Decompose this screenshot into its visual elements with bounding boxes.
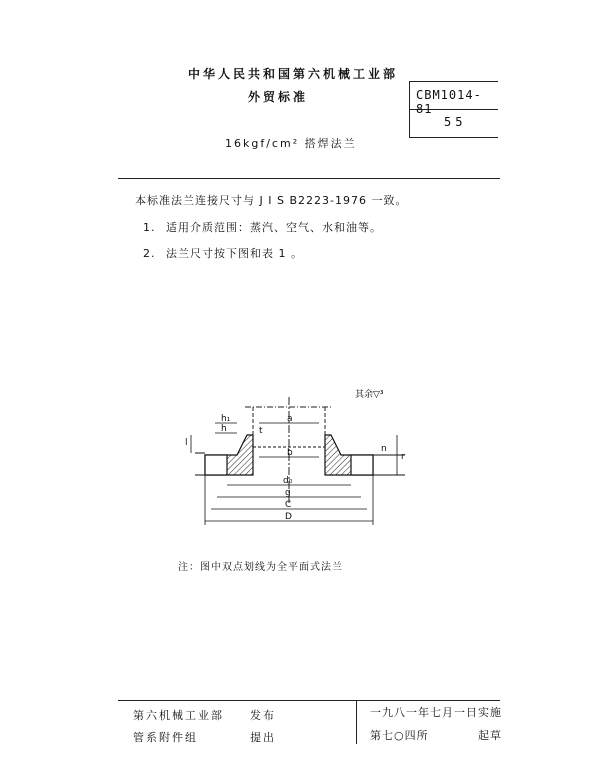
list-item: 2. 法兰尺寸按下图和表 1 。 xyxy=(143,247,303,260)
product-title: 16kgf/cm² 搭焊法兰 xyxy=(225,137,357,150)
dim-label-t: t xyxy=(259,426,263,436)
standard-number-box xyxy=(409,81,498,138)
dim-label-a: a xyxy=(287,414,293,424)
institute: 第七○四所 xyxy=(370,729,429,742)
dim-label-b: b xyxy=(287,448,293,458)
item-text: 法兰尺寸按下图和表 1 。 xyxy=(166,247,303,260)
standard-number: CBM1014-81 xyxy=(416,88,482,116)
item-number: 2 xyxy=(143,247,151,260)
footer-rule xyxy=(118,700,500,701)
drawing-note: 注：图中双点划线为全平面式法兰 xyxy=(178,562,343,573)
implementation-date: 一九八一年七月一日实施 xyxy=(370,706,502,719)
proposed-label: 提出 xyxy=(250,731,276,744)
page-code: 55 xyxy=(444,115,467,129)
item-number: 1 xyxy=(143,221,151,234)
dim-label-g: g xyxy=(285,488,291,498)
dim-label-r: r xyxy=(401,452,405,462)
dim-label-d0: d₀ xyxy=(283,476,293,486)
dim-label-h: h xyxy=(221,424,227,434)
footer-divider xyxy=(356,700,357,744)
dim-label-n: n xyxy=(381,444,387,454)
issuer: 第六机械工业部 xyxy=(133,709,224,722)
flange-left-section xyxy=(205,435,253,475)
ministry-title: 中华人民共和国第六机械工业部 xyxy=(188,67,399,81)
proposer: 管系附件组 xyxy=(133,731,198,744)
dim-label-h1: h₁ xyxy=(221,414,231,424)
dim-label-D: D xyxy=(285,512,292,522)
roughness-note: 其余▽³ xyxy=(355,390,384,400)
issued-label: 发布 xyxy=(250,709,276,722)
item-text: 适用介质范围：蒸汽、空气、水和油等。 xyxy=(166,221,382,234)
drafted-label: 起草 xyxy=(478,729,502,742)
flange-drawing xyxy=(175,375,425,535)
intro-paragraph: 本标准法兰连接尺寸与 J I S B2223-1976 一致。 xyxy=(135,194,408,207)
dim-label-l: l xyxy=(185,438,188,448)
list-item: 1. 适用介质范围：蒸汽、空气、水和油等。 xyxy=(143,221,382,234)
dim-label-C: C xyxy=(285,500,292,510)
flange-right-section xyxy=(325,435,373,475)
header-rule xyxy=(118,178,500,179)
standard-type: 外贸标准 xyxy=(248,90,309,104)
